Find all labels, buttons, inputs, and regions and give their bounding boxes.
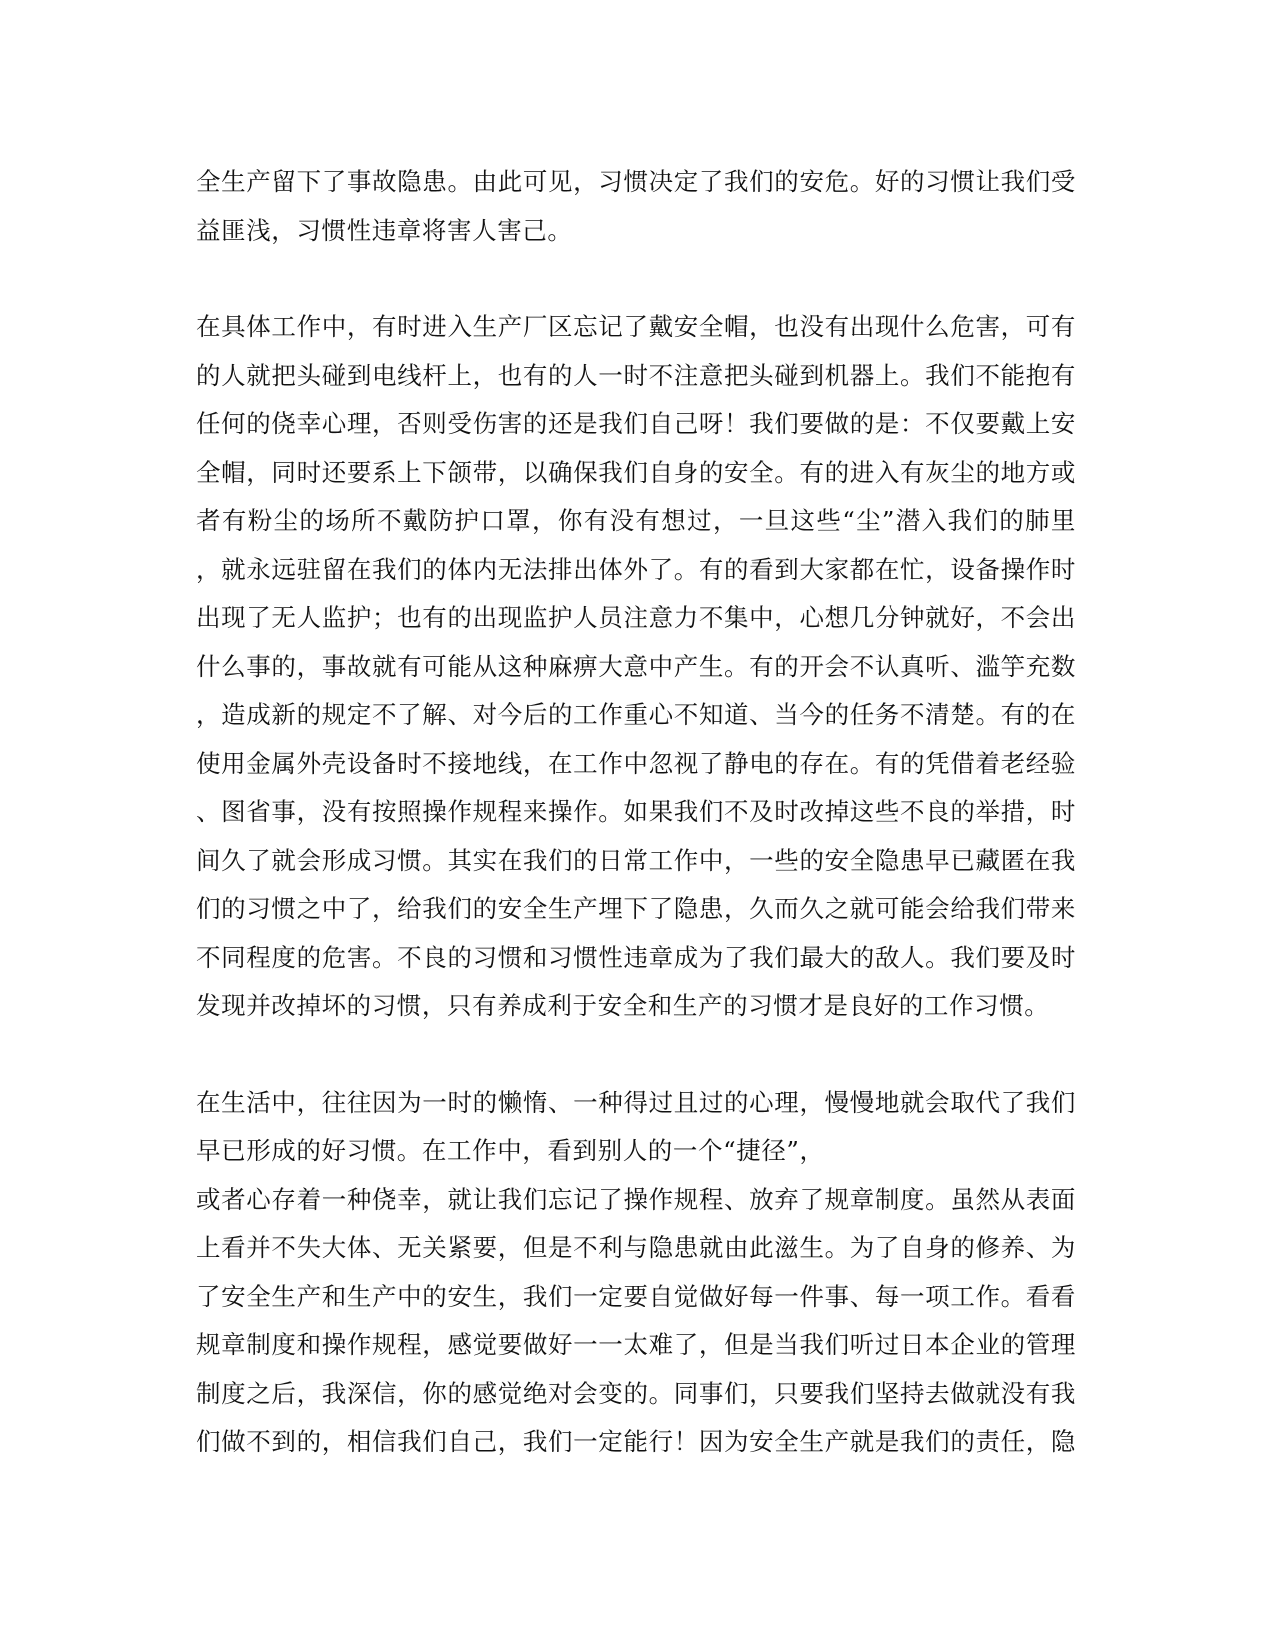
text-line: 不同程度的危害。不良的习惯和习惯性违章成为了我们最大的敌人。我们要及时 <box>196 942 1076 972</box>
text-line: 在具体工作中，有时进入生产厂区忘记了戴安全帽，也没有出现什么危害，可有 <box>196 312 1076 341</box>
text-line: 任何的侥幸心理，否则受伤害的还是我们自己呀！我们要做的是：不仅要戴上安 <box>196 409 1076 438</box>
text-line: 规章制度和操作规程，感觉要做好一一太难了，但是当我们听过日本企业的管理 <box>196 1330 1076 1359</box>
text-line: 益匪浅，习惯性违章将害人害己。 <box>196 215 573 245</box>
text-line: 了安全生产和生产中的安生，我们一定要自觉做好每一件事、每一项工作。看看 <box>196 1281 1076 1311</box>
text-line: 间久了就会形成习惯。其实在我们的日常工作中，一些的安全隐患早已藏匿在我 <box>196 845 1076 875</box>
text-line: 全帽，同时还要系上下颌带，以确保我们自身的安全。有的进入有灰尘的地方或 <box>196 457 1076 487</box>
text-line: 的人就把头碰到电线杆上，也有的人一时不注意把头碰到机器上。我们不能抱有 <box>196 360 1076 390</box>
text-line: 发现并改掉坏的习惯，只有养成利于安全和生产的习惯才是良好的工作习惯。 <box>196 991 1050 1020</box>
text-line: 者有粉尘的场所不戴防护口罩，你有没有想过，一旦这些“尘”潜入我们的肺里 <box>196 506 1076 535</box>
text-line: 出现了无人监护；也有的出现监护人员注意力不集中，心想几分钟就好，不会出 <box>196 603 1076 632</box>
paragraph-2 <box>196 303 1076 1031</box>
paragraph-3 <box>196 1079 1076 1467</box>
text-line: 上看并不失大体、无关紧要，但是不利与隐患就由此滋生。为了自身的修养、为 <box>196 1233 1076 1262</box>
text-line: 或者心存着一种侥幸，就让我们忘记了操作规程、放弃了规章制度。虽然从表面 <box>196 1184 1076 1214</box>
text-line: 早已形成的好习惯。在工作中，看到别人的一个“捷径”， <box>196 1136 825 1165</box>
text-line: 在生活中，往往因为一时的懒惰、一种得过且过的心理，慢慢地就会取代了我们 <box>196 1087 1076 1117</box>
paragraph-1 <box>196 158 1076 255</box>
text-line: 、图省事，没有按照操作规程来操作。如果我们不及时改掉这些不良的举措，时 <box>196 797 1076 826</box>
text-line: ，造成新的规定不了解、对今后的工作重心不知道、当今的任务不清楚。有的在 <box>196 700 1076 729</box>
text-line: 使用金属外壳设备时不接地线，在工作中忽视了静电的存在。有的凭借着老经验 <box>196 748 1076 778</box>
text-line: 全生产留下了事故隐患。由此可见，习惯决定了我们的安危。好的习惯让我们受 <box>196 167 1076 196</box>
text-line: ，就永远驻留在我们的体内无法排出体外了。有的看到大家都在忙，设备操作时 <box>196 554 1076 584</box>
text-line: 什么事的，事故就有可能从这种麻痹大意中产生。有的开会不认真听、滥竽充数 <box>196 651 1076 681</box>
text-line: 们做不到的，相信我们自己，我们一定能行！因为安全生产就是我们的责任，隐 <box>196 1427 1076 1456</box>
document-page <box>196 158 1076 1515</box>
text-line: 制度之后，我深信，你的感觉绝对会变的。同事们，只要我们坚持去做就没有我 <box>196 1378 1076 1408</box>
text-line: 们的习惯之中了，给我们的安全生产埋下了隐患，久而久之就可能会给我们带来 <box>196 894 1076 923</box>
